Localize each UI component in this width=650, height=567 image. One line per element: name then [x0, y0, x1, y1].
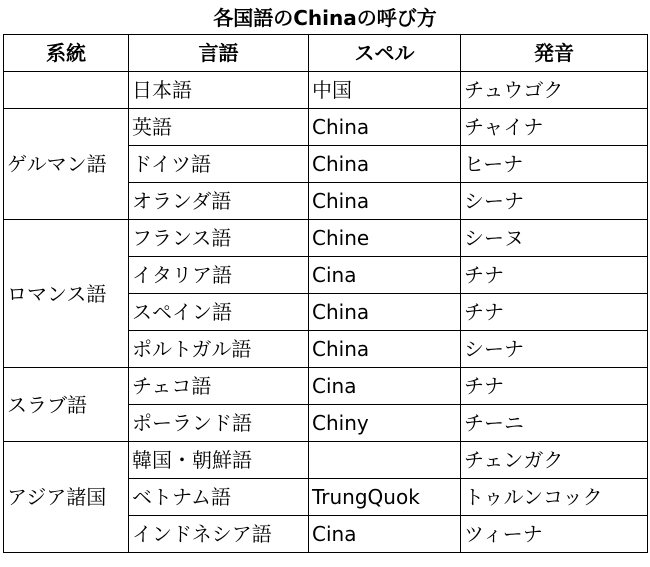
- language-cell: ポーランド語: [129, 405, 309, 442]
- header-spelling: スペル: [309, 35, 461, 72]
- header-row: [4, 35, 648, 72]
- language-cell: オランダ語: [129, 183, 309, 220]
- pronunciation-cell: ヒーナ: [461, 146, 648, 183]
- table-row: [4, 442, 648, 479]
- spelling-cell: China: [309, 146, 461, 183]
- table-row: [4, 220, 648, 257]
- page-title: 各国語のChinaの呼び方: [213, 6, 437, 30]
- pronunciation-cell: チナ: [461, 294, 648, 331]
- language-cell: 日本語: [129, 72, 309, 109]
- pronunciation-cell: チェンガク: [461, 442, 648, 479]
- pronunciation-cell: シーナ: [461, 183, 648, 220]
- language-cell: インドネシア語: [129, 516, 309, 553]
- pronunciation-cell: シーナ: [461, 331, 648, 368]
- table-row: [4, 368, 648, 405]
- spelling-cell: Cina: [309, 516, 461, 553]
- family-cell: ゲルマン語: [4, 109, 129, 220]
- spelling-cell: Chiny: [309, 405, 461, 442]
- family-cell: [4, 72, 129, 109]
- table-row: [4, 72, 648, 109]
- pronunciation-cell: チュウゴク: [461, 72, 648, 109]
- pronunciation-cell: トゥルンコック: [461, 479, 648, 516]
- header-pronunciation: 発音: [461, 35, 648, 72]
- china-names-table: [3, 34, 648, 553]
- pronunciation-cell: チナ: [461, 257, 648, 294]
- family-cell: ロマンス語: [4, 220, 129, 368]
- family-cell: アジア諸国: [4, 442, 129, 553]
- language-cell: イタリア語: [129, 257, 309, 294]
- spelling-cell: Cina: [309, 368, 461, 405]
- language-cell: スペイン語: [129, 294, 309, 331]
- header-family: 系統: [4, 35, 129, 72]
- language-cell: ポルトガル語: [129, 331, 309, 368]
- spelling-cell: China: [309, 109, 461, 146]
- table-row: [4, 109, 648, 146]
- pronunciation-cell: ツィーナ: [461, 516, 648, 553]
- pronunciation-cell: シーヌ: [461, 220, 648, 257]
- spelling-cell: [309, 442, 461, 479]
- pronunciation-cell: チャイナ: [461, 109, 648, 146]
- language-cell: 韓国・朝鮮語: [129, 442, 309, 479]
- language-cell: チェコ語: [129, 368, 309, 405]
- pronunciation-cell: チナ: [461, 368, 648, 405]
- language-cell: ベトナム語: [129, 479, 309, 516]
- spelling-cell: TrungQuok: [309, 479, 461, 516]
- family-cell: スラブ語: [4, 368, 129, 442]
- spelling-cell: Chine: [309, 220, 461, 257]
- pronunciation-cell: チーニ: [461, 405, 648, 442]
- spelling-cell: Cina: [309, 257, 461, 294]
- header-language: 言語: [129, 35, 309, 72]
- spelling-cell: 中国: [309, 72, 461, 109]
- language-cell: 英語: [129, 109, 309, 146]
- language-cell: ドイツ語: [129, 146, 309, 183]
- spelling-cell: China: [309, 294, 461, 331]
- spelling-cell: China: [309, 183, 461, 220]
- spelling-cell: China: [309, 331, 461, 368]
- language-cell: フランス語: [129, 220, 309, 257]
